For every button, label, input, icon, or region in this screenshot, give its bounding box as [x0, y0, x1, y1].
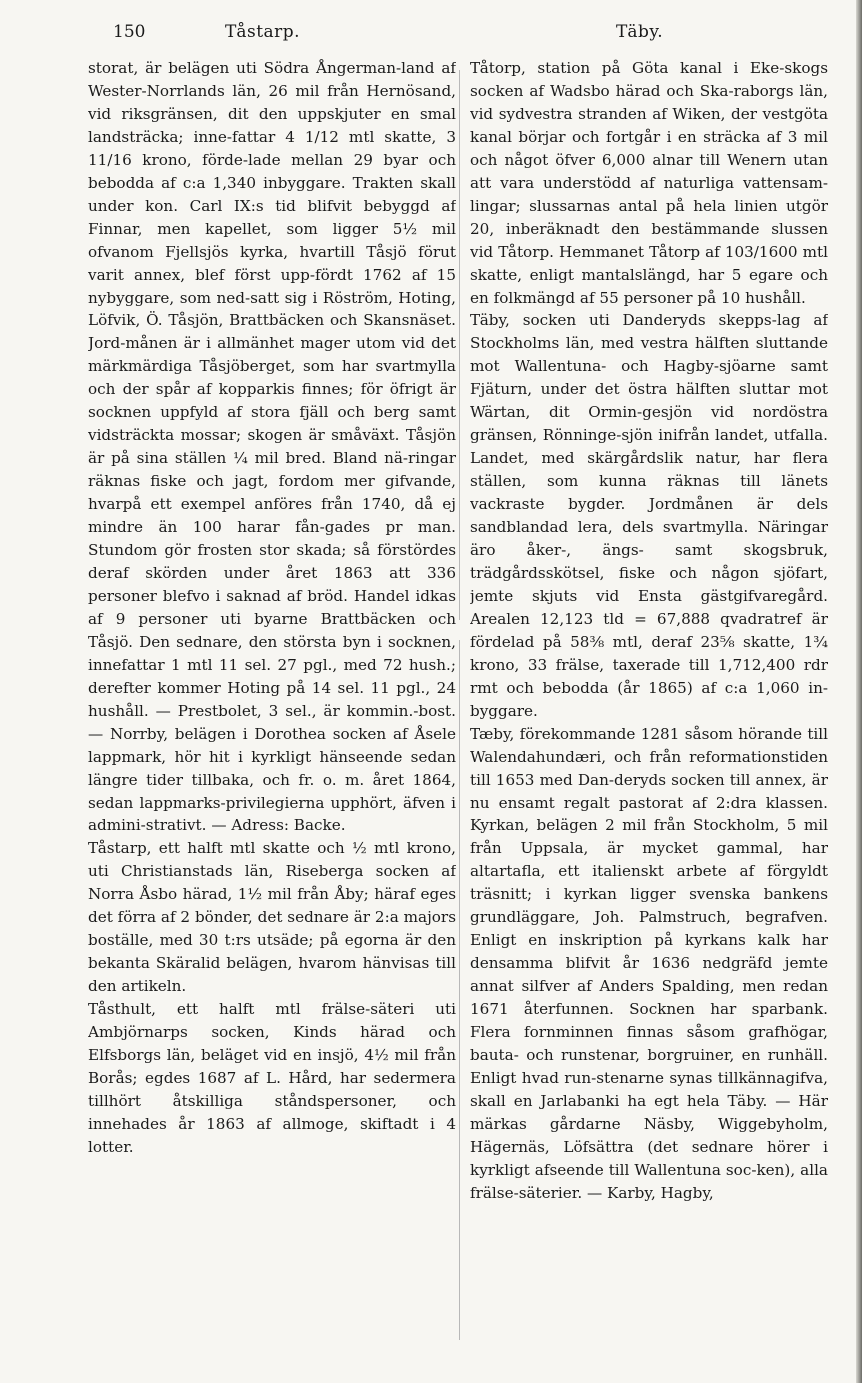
- running-head-left: Tåstarp.: [225, 22, 301, 42]
- page-header: [0, 22, 862, 46]
- left-column: [88, 57, 456, 1377]
- entry-tastarp: Tåstarp, ett halft mtl skatte och ½ mtl krono, uti Christianstads län, Riseberga socken af Norra Åsbo härad, 1½ mil från Åby; häraf eges det förra af 2 bönder, det sednare är 2:a majors boställe, med 30 t:rs utsäde; på egorna är den bekanta Skäralid belägen, hvarom hänvisas till den artikeln.: [88, 839, 456, 996]
- entry-taby: Täby, socken uti Danderyds skepps-lag af Stockholms län, med vestra hälften sluttande mot Wallentuna- och Hagby-sjöarne samt Fjäturn, under det östra hälften sluttar mot Wärtan, dit Ormin-gesjön vid nordöstra gränsen, Rönninge-sjön inifrån landet, utfalla. Landet, med skärgårdslik natur, har flera ställen, som kunna räknas till länets vackraste bygder. Jordmånen är dels sandblandad lera, dels svartmylla. Näringar äro åker-, ängs- samt skogsbruk, trädgårdsskötsel, fiske och någon sjöfart, jemte skjuts vid Ensta gästgifvaregård. Arealen 12,123 tld = 67,888 qvadratref är fördelad på 58⅜ mtl, deraf 23⅝ skatte, 1¾ krono, 33 frälse, taxerade till 1,712,400 rdr rmt och bebodda (år 1865) af c:a 1,060 in-byggare.: [470, 311, 828, 720]
- entry-tasthult: Tåsthult, ett halft mtl frälse-säteri uti Ambjörnarps socken, Kinds härad och Elfsborgs län, beläget vid en insjö, 4½ mil från Borås; egdes 1687 af L. Hård, har sedermera tillhört åtskilliga ståndspersoner, och innehades år 1863 af allmoge, skiftadt i 4 lotter.: [88, 1000, 456, 1156]
- entry-tasjo-continued: storat, är belägen uti Södra Ångerman-land af Wester-Norrlands län, 26 mil från Hernösand, vid riksgränsen, dit den uppskjuter en smal landsträcka; inne-fattar 4 1/12 mtl skatte, 3 11/16 krono, förde-lade mellan 29 byar och bebodda af c:a 1,340 inbyggare. Trakten skall under kon. Carl IX:s tid blifvit bebyggd af Finnar, men kapellet, som ligger 5½ mil ofvanom Fjellsjös kyrka, hvartill Tåsjö förut varit annex, blef först upp-fördt 1762 af 15 nybyggare, som ned-satt sig i Röström, Hoting, Löfvik, Ö. Tåsjön, Brattbäcken och Skansnäset. Jord-månen är i allmänhet mager utom vid det märkmärdiga Tåsjöberget, som har svartmylla och der spår af kopparkis finnes; för öfrigt är socknen uppfyld af stora fjäll och berg samt vidsträckta mossar; skogen är småväxt. Tåsjön är på sina ställen ¼ mil bred. Bland nä-ringar räknas fiske och jagt, fordom mer gifvande, hvarpå ett exempel anföres från 1740, då ej mindre än 100 harar fån-gades pr man. Stundom gör frosten stor skada; så förstördes deraf skörden under året 1863 att 336 personer blefvo i saknad af bröd. Handel idkas af 9 personer uti byarne Brattbäcken och Tåsjö. Den sednare, den största byn i socknen, innefattar 1 mtl 11 sel. 27 pgl., med 72 hush.; derefter kommer Hoting på 14 sel. 11 pgl., 24 hushåll. — Prestbolet, 3 sel., är kommin.-bost. — Norrby, belägen i Dorothea socken af Åsele lappmark, hör hit i kyrkligt hänseende sedan längre tider tillbaka, och fr. o. m. året 1864, sedan lappmarks-privilegierna upphört, äfven i admini-strativt. — Adress: Backe.: [88, 59, 456, 835]
- entry-tatorp: Tåtorp, station på Göta kanal i Eke-skogs socken af Wadsbo härad och Ska-raborgs län, vid sydvestra stranden af Wiken, der vestgöta kanal börjar och fortgår i en sträcka af 3 mil och något öfver 6,000 alnar till Wenern utan att vara understödd af naturliga vattensam-lingar; slussarnas antal på hela linien utgör 20, inberäknadt den bestämmande slussen vid Tåtorp. Hemmanet Tåtorp af 103/1600 mtl skatte, enligt mantalslängd, har 5 egare och en folkmängd af 55 personer på 10 hushåll.: [470, 59, 828, 307]
- entry-taeby-history: Tæby, förekommande 1281 såsom hörande till Walendahundæri, och från reformationstiden till 1653 med Dan-deryds socken till annex, är nu ensamt regalt pastorat af 2:dra klassen. Kyrkan, belägen 2 mil från Stockholm, 5 mil från Uppsala, är mycket gammal, har altartafla, ett italienskt arbete af förgyldt träsnitt; i kyrkan ligger svenska bankens grundläggare, Joh. Palmstruch, begrafven. Enligt en inskription på kyrkans kalk har densamma blifvit år 1636 nedgräfd jemte annat silfver af Anders Spalding, men redan 1671 återfunnen. Socknen har sparbank. Flera fornminnen finnas såsom grafhögar, bauta- och runstenar, borgruiner, en runhäll. Enligt hvad run-stenarne synas tillkännagifva, skall en Jarlabanki ha egt hela Täby. — Här märkas gårdarne Näsby, Wiggebyholm, Hägernäs, Löfsättra (det sednare hörer i kyrkligt afseende till Wallentuna soc-ken), alla frälse-säterier. — Karby, Hagby,: [470, 724, 828, 1202]
- column-divider: [459, 70, 460, 620]
- column-divider-lower: [459, 640, 460, 1340]
- page-number: 150: [113, 22, 146, 42]
- running-head-right: Täby.: [616, 22, 664, 42]
- page-edge-shadow: [856, 0, 862, 1383]
- right-column: [470, 57, 828, 1377]
